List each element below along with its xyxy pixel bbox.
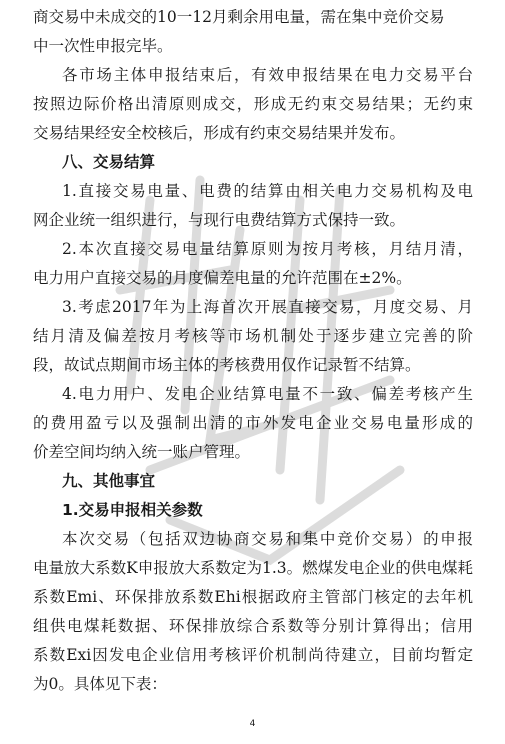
text-line: 按照边际价格出清原则成交，形成无约束交易结果；无约束 [33, 95, 473, 113]
text-line: 系数Emi、环保排放系数Ehi根据政府主管部门核定的去年机 [33, 588, 473, 606]
text-line: 中一次性申报完毕。 [33, 37, 173, 55]
text-line: 的费用盈亏以及强制出清的市外发电企业交易电量形成的 [33, 414, 473, 432]
text-line: 结月清及偏差按月考核等市场机制处于逐步建立完善的阶 [33, 327, 473, 345]
text-line: 2.本次直接交易电量结算原则为按月考核，月结月清， [62, 240, 473, 258]
text-line: 各市场主体申报结束后，有效申报结果在电力交易平台 [62, 66, 473, 84]
text-line: 商交易中未成交的10一12月剩余用电量，需在集中竞价交易 [33, 8, 445, 26]
text-line: 系数Exi因发电企业信用考核评价机制尚待建立，目前均暂定 [33, 646, 473, 664]
section-heading: 八、交易结算 [62, 153, 156, 171]
text-line: 1.直接交易电量、电费的结算由相关电力交易机构及电 [62, 182, 473, 200]
subsection-heading: 1.交易申报相关参数 [62, 501, 203, 519]
text-line: 价差空间均纳入统一账户管理。 [33, 443, 251, 461]
text-line: 电力用户直接交易的月度偏差电量的允许范围在±2%。 [33, 269, 412, 287]
text-line: 电量放大系数K申报放大系数定为1.3。燃煤发电企业的供电煤耗 [33, 559, 473, 577]
text-line: 网企业统一组织进行，与现行电费结算方式保持一致。 [33, 211, 406, 229]
text-line: 4.电力用户、发电企业结算电量不一致、偏差考核产生 [62, 385, 473, 403]
section-heading: 九、其他事宜 [62, 472, 156, 490]
page-number: 4 [249, 719, 256, 729]
text-line: 交易结果经安全校核后，形成有约束交易结果并发布。 [33, 124, 406, 142]
text-line: 组供电煤耗数据、环保排放综合系数等分别计算得出；信用 [33, 617, 473, 635]
text-line: 段，故试点期间市场主体的考核费用仅作记录暂不结算。 [33, 356, 421, 374]
text-line: 3.考虑2017年为上海首次开展直接交易，月度交易、月 [62, 298, 473, 316]
text-line: 本次交易（包括双边协商交易和集中竞价交易）的申报 [62, 530, 473, 548]
text-line: 为0。具体见下表： [33, 675, 167, 693]
